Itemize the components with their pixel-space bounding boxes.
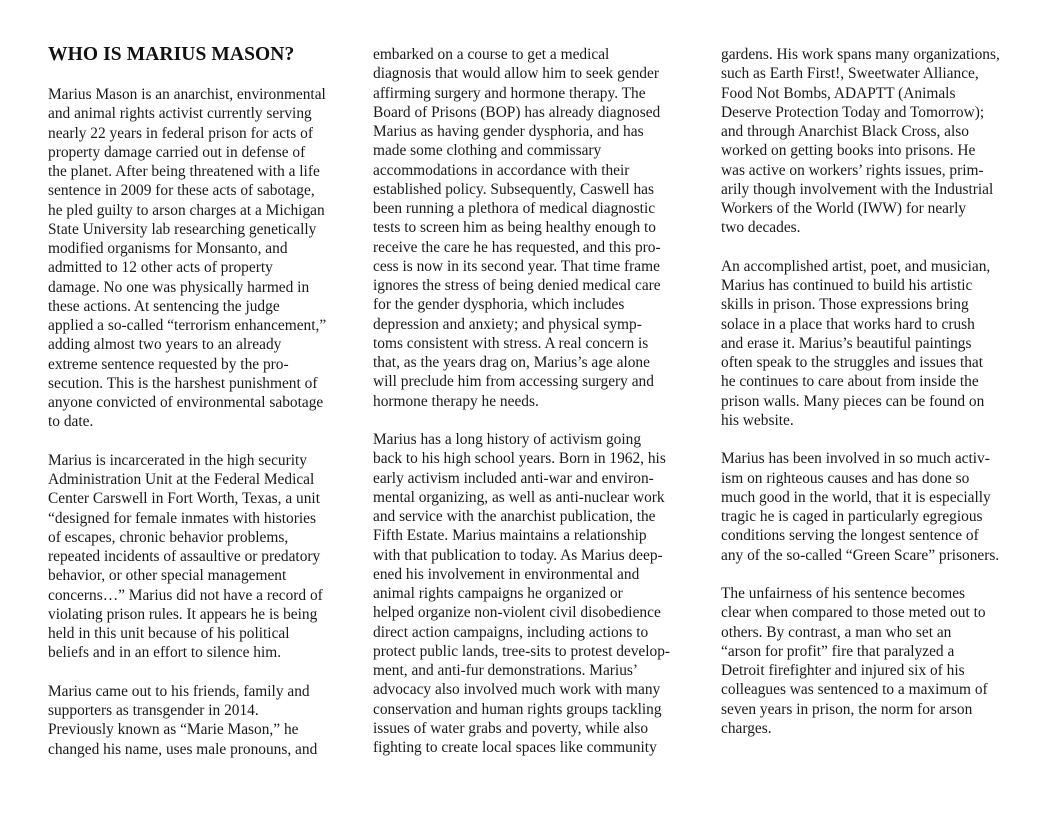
- text-line: the planet. After being threatened with a life: [48, 163, 320, 180]
- paragraph: [721, 449, 1021, 565]
- text-line: Previously known as “Marie Mason,” he: [48, 721, 299, 739]
- text-line: he pled guilty to arson charges at a Michigan: [48, 201, 325, 219]
- text-line: Marius has a long history of activism going: [373, 431, 642, 448]
- text-line: will preclude him from accessing surgery and: [373, 373, 654, 391]
- text-line: to date.: [48, 413, 94, 431]
- text-line: arily though involvement with the Industrial: [721, 180, 994, 198]
- text-line: issues of water grabs and poverty, while also: [373, 719, 649, 737]
- text-line: prison walls. Many pieces can be found on: [721, 392, 985, 410]
- text-line: anyone convicted of environmental sabotage: [48, 394, 324, 411]
- text-line: for the gender dysphoria, which includes: [373, 296, 625, 314]
- text-line: extreme sentence requested by the pro-: [48, 355, 289, 373]
- text-line: back to his high school years. Born in 1962, his: [373, 450, 666, 468]
- text-line: concerns…” Marius did not have a record of: [48, 586, 323, 604]
- page-title: WHO IS MARIUS MASON?: [48, 44, 295, 65]
- text-line: held in this unit because of his political: [48, 625, 290, 642]
- text-line: with that publication to today. As Marius deep-: [373, 546, 663, 564]
- text-line: Marius came out to his friends, family and: [48, 682, 310, 700]
- paragraph: [48, 682, 348, 759]
- text-line: Center Carswell in Fort Worth, Texas, a unit: [48, 490, 320, 508]
- text-column-2: [373, 45, 683, 757]
- text-line: accommodations in accordance with their: [373, 161, 630, 179]
- text-line: cess is now in its second year. That time frame: [373, 257, 660, 275]
- text-line: violating prison rules. It appears he is being: [48, 605, 318, 623]
- text-line: charges.: [721, 719, 772, 737]
- text-line: animal rights campaigns he organized or: [373, 585, 623, 602]
- text-line: early activism included anti-war and environ-: [373, 469, 654, 487]
- paragraph: [721, 257, 1021, 430]
- text-line: damage. No one was physically harmed in: [48, 278, 310, 296]
- text-line: gardens. His work spans many organizations,: [721, 46, 1000, 63]
- text-line: established policy. Subsequently, Caswell has: [373, 180, 654, 198]
- text-line: beliefs and in an effort to silence him.: [48, 644, 282, 662]
- text-line: tests to screen him as being healthy enough to: [373, 219, 656, 237]
- text-line: State University lab researching genetically: [48, 220, 317, 238]
- text-line: behavior, or other special management: [48, 567, 287, 585]
- text-line: and animal rights activist currently serving: [48, 105, 312, 123]
- text-line: Marius as having gender dysphoria, and has: [373, 123, 644, 140]
- text-line: helped organize non-violent civil disobedience: [373, 604, 661, 622]
- text-line: been running a plethora of medical diagnostic: [373, 200, 656, 217]
- text-line: affirming surgery and hormone therapy. The: [373, 84, 646, 102]
- text-line: seven years in prison, the norm for arson: [721, 700, 973, 718]
- text-line: clear when compared to those meted out to: [721, 604, 986, 622]
- text-line: Marius Mason is an anarchist, environmental: [48, 86, 326, 103]
- text-line: applied a so-called “terrorism enhancement,”: [48, 317, 327, 334]
- paragraph: [721, 584, 1021, 738]
- paragraph-gap: [721, 565, 1021, 584]
- paragraph-gap: [48, 432, 348, 451]
- text-line: Marius has continued to build his artistic: [721, 277, 973, 294]
- text-line: property damage carried out in defense of: [48, 143, 306, 161]
- text-line: ened his involvement in environmental and: [373, 565, 640, 583]
- paragraph: [721, 45, 1021, 238]
- text-line: worked on getting books into prisons. He: [721, 142, 976, 160]
- text-line: fighting to create local spaces like community: [373, 739, 657, 756]
- paragraph-gap: [373, 411, 683, 430]
- text-line: admitted to 12 other acts of property: [48, 259, 273, 277]
- text-line: colleagues was sentenced to a maximum of: [721, 681, 988, 699]
- text-line: he continues to care about from inside the: [721, 373, 979, 391]
- paragraph-gap: [48, 663, 348, 682]
- text-line: depression and anxiety; and physical symp-: [373, 315, 642, 333]
- paragraph: [48, 451, 348, 663]
- paragraph-gap: [721, 238, 1021, 257]
- text-line: direct action campaigns, including actions to: [373, 623, 649, 641]
- text-line: advocacy also involved much work with many: [373, 681, 661, 699]
- text-line: repeated incidents of assaultive or predatory: [48, 548, 321, 565]
- text-line: Deserve Protection Today and Tomorrow);: [721, 103, 985, 121]
- text-line: protect public lands, tree-sits to protest develop-: [373, 642, 671, 660]
- text-line: and through Anarchist Black Cross, also: [721, 123, 969, 140]
- text-line: of escapes, chronic behavior problems,: [48, 528, 289, 546]
- paragraph: [373, 430, 683, 757]
- text-line: receive the care he has requested, and this pro-: [373, 238, 661, 256]
- text-line: The unfairness of his sentence becomes: [721, 585, 966, 602]
- text-line: others. By contrast, a man who set an: [721, 623, 952, 641]
- text-line: Administration Unit at the Federal Medical: [48, 471, 315, 488]
- text-line: Marius has been involved in so much activ-: [721, 450, 990, 468]
- text-line: any of the so-called “Green Scare” prisoners.: [721, 546, 1000, 564]
- text-line: conditions serving the longest sentence of: [721, 527, 979, 545]
- text-line: such as Earth First!, Sweetwater Alliance,: [721, 65, 979, 83]
- text-line: much good in the world, that it is especially: [721, 488, 991, 506]
- text-line: solace in a place that works hard to crush: [721, 315, 975, 333]
- text-line: “arson for profit” fire that paralyzed a: [721, 642, 955, 660]
- paragraph: [373, 45, 683, 411]
- text-line: “designed for female inmates with histories: [48, 509, 316, 527]
- text-line: Board of Prisons (BOP) has already diagnosed: [373, 103, 661, 121]
- text-line: ignores the stress of being denied medical care: [373, 277, 661, 294]
- text-line: diagnosis that would allow him to seek gender: [373, 65, 659, 83]
- text-line: supporters as transgender in 2014.: [48, 702, 259, 719]
- text-line: his website.: [721, 411, 794, 429]
- text-line: sentence in 2009 for these acts of sabotage,: [48, 182, 315, 200]
- text-line: ment, and anti-fur demonstrations. Marius’: [373, 662, 638, 679]
- text-line: modified organisms for Monsanto, and: [48, 240, 288, 257]
- text-line: made some clothing and commissary: [373, 142, 602, 160]
- text-line: often speak to the struggles and issues that: [721, 354, 984, 371]
- text-line: and service with the anarchist publication, the: [373, 508, 656, 525]
- text-line: ism on righteous causes and has done so: [721, 469, 970, 487]
- text-line: skills in prison. Those expressions bring: [721, 296, 969, 314]
- text-line: hormone therapy he needs.: [373, 392, 539, 410]
- paragraph-gap: [721, 430, 1021, 449]
- text-line: Workers of the World (IWW) for nearly: [721, 200, 967, 217]
- text-line: Detroit firefighter and injured six of his: [721, 662, 965, 679]
- text-line: Fifth Estate. Marius maintains a relationship: [373, 527, 647, 545]
- text-line: changed his name, uses male pronouns, and: [48, 740, 318, 758]
- text-line: secution. This is the harshest punishment of: [48, 374, 318, 392]
- text-column-3: [721, 45, 1021, 738]
- text-line: adding almost two years to an already: [48, 336, 282, 354]
- text-line: conservation and human rights groups tackling: [373, 700, 662, 718]
- text-line: that, as the years drag on, Marius’s age alone: [373, 354, 650, 371]
- paragraph: [48, 85, 348, 432]
- text-line: embarked on a course to get a medical: [373, 46, 610, 63]
- text-line: mental organizing, as well as anti-nuclear work: [373, 488, 665, 506]
- text-line: Food Not Bombs, ADAPTT (Animals: [721, 84, 956, 102]
- text-line: Marius is incarcerated in the high security: [48, 451, 307, 469]
- text-line: these actions. At sentencing the judge: [48, 297, 280, 315]
- text-column-1: [48, 85, 348, 759]
- text-line: two decades.: [721, 219, 801, 237]
- text-line: toms consistent with stress. A real concern is: [373, 334, 649, 352]
- text-line: and erase it. Marius’s beautiful paintings: [721, 334, 972, 352]
- text-line: was active on workers’ rights issues, prim-: [721, 161, 984, 179]
- text-line: tragic he is caged in particularly egregious: [721, 508, 983, 525]
- text-line: An accomplished artist, poet, and musician,: [721, 257, 991, 275]
- text-line: nearly 22 years in federal prison for acts of: [48, 124, 313, 142]
